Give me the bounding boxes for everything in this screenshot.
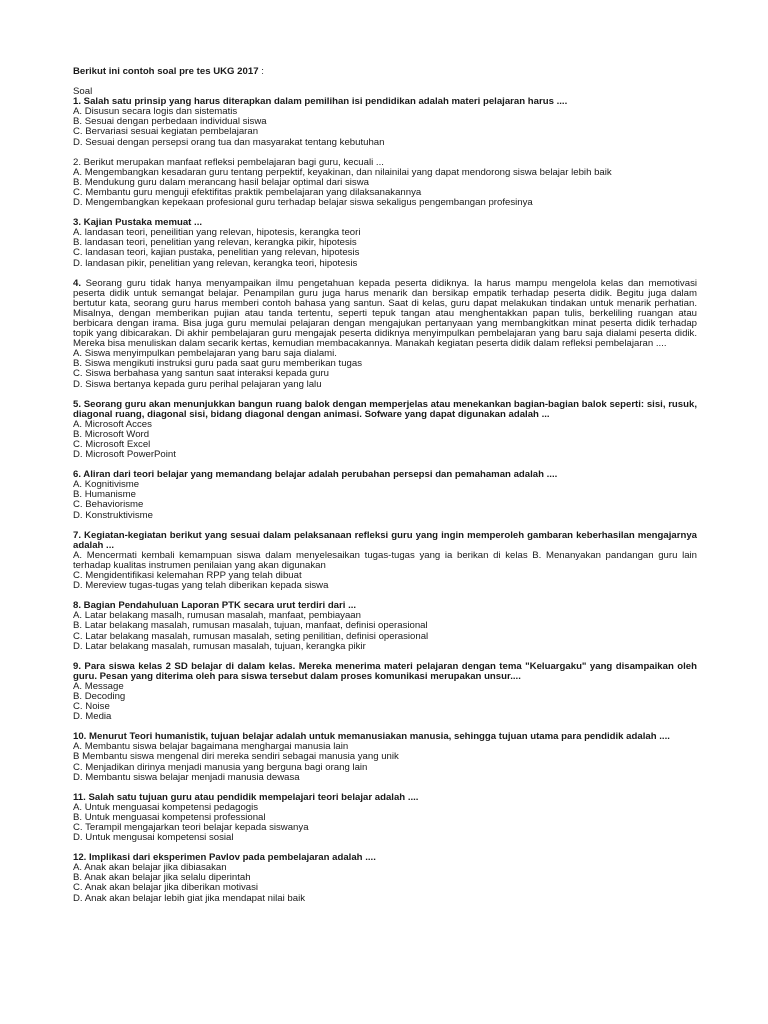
option-d: D. Microsoft PowerPoint xyxy=(73,449,176,461)
question-3 xyxy=(73,218,697,268)
intro-colon: : xyxy=(258,66,264,77)
question-text: 6. Aliran dari teori belajar yang memandang belajar adalah perubahan persepsi dan pemahaman adalah .... xyxy=(73,469,558,481)
option-b: B. Decoding xyxy=(73,690,126,702)
option-d: D. Siswa bertanya kepada guru perihal pelajaran yang lalu xyxy=(73,378,322,390)
question-body: Seorang guru tidak hanya menyampaikan ilmu pengetahuan kepada peserta didiknya. Ia harus mampu mengelola kelas dan memotivasi peserta didik untuk semangat belajar. Penampilan guru juga harus menarik dan bersikap empatik terhadap peserta didik. Begitu juga dalam bertutur kata, seorang guru harus memberi contoh bahasa yang santun. Saat di kelas, guru dapat melakukan tindakan untuk menarik perhatian. Misalnya, dengan memberikan pujian atau tanda tertentu, seperti tepuk tangan atau menghentakkan papan tulis, berkeliling ruangan atau berbicara dengan irama. Bisa juga guru memulai pelajaran dengan mengajukan pertanyaan yang membangkitkan minat peserta didik terhadap topik yang dibicarakan. Di akhir pembelajaran guru mengajak peserta didiknya menyimpulkan pembelajaran yang baru saja dialami peserta didik. Mereka bisa menuliskan dalam secarik kertas, kemudian membacakannya. Manakah kegiatan peserta didik dalam refleksi pembelajaran .... xyxy=(73,277,697,350)
option-d: D. Mereview tugas-tugas yang telah diberikan kepada siswa xyxy=(73,580,329,592)
option-a: A. Mencermati kembali kemampuan siswa dalam menyelesaikan tugas-tugas yang ia berikan di kelas B. Menanyakan pandangan guru lain terhadap kualitas instrumen penilaian yang akan digunakan xyxy=(73,549,697,571)
option-c: C. Mengidentifikasi kelemahan RPP yang telah dibuat xyxy=(73,570,302,582)
question-4 xyxy=(73,279,697,390)
option-c: C. Menjadikan dirinya menjadi manusia yang berguna bagi orang lain xyxy=(73,761,368,773)
option-c: C. Latar belakang masalah, rumusan masalah, seting penilitian, definisi operasional xyxy=(73,630,429,642)
option-a: A. Untuk menguasai kompetensi pedagogis xyxy=(73,801,259,813)
option-d: D. Membantu siswa belajar menjadi manusia dewasa xyxy=(73,771,300,783)
question-2 xyxy=(73,158,697,208)
question-text: 11. Salah satu tujuan guru atau pendidik mempelajari teori belajar adalah .... xyxy=(73,791,419,803)
option-a: A. landasan teori, peneilitian yang relevan, hipotesis, kerangka teori xyxy=(73,227,361,239)
option-b: B. Sesuai dengan perbedaan individual siswa xyxy=(73,116,267,128)
question-8 xyxy=(73,601,697,651)
option-c: C. Membantu guru menguji efektifitas praktik pembelajaran yang dilaksanakannya xyxy=(73,186,422,198)
question-11 xyxy=(73,793,697,843)
option-b: B. Latar belakang masalah, rumusan masalah, tujuan, manfaat, definisi operasional xyxy=(73,620,428,632)
question-7 xyxy=(73,531,697,592)
question-6 xyxy=(73,470,697,520)
option-d: D. Media xyxy=(73,711,112,723)
option-d: D. Mengembangkan kepekaan profesional guru terhadap belajar siswa sekaligus pengembangan profesinya xyxy=(73,197,533,209)
intro-title: Berikut ini contoh soal pre tes UKG 2017 xyxy=(73,66,259,77)
option-c: C. Microsoft Excel xyxy=(73,439,151,450)
question-text: 2. Berikut merupakan manfaat refleksi pembelajaran bagi guru, kecuali ... xyxy=(73,156,384,168)
option-b: B. landasan teori, penelitian yang relevan, kerangka pikir, hipotesis xyxy=(73,237,357,249)
option-b: B. Anak akan belajar jika selalu diperintah xyxy=(73,872,251,884)
question-text xyxy=(73,279,697,350)
option-d: D. Latar belakang masalah, rumusan masalah, tujuan, kerangka pikir xyxy=(73,640,366,652)
question-text: 9. Para siswa kelas 2 SD belajar di dalam kelas. Mereka menerima materi pelajaran dengan tema "Keluargaku" yang disampaikan oleh guru. Pesan yang diterima oleh para siswa tersebut dalam proses komunikasi merupakan unsur.... xyxy=(73,660,697,682)
option-d: D. Konstruktivisme xyxy=(73,509,153,521)
option-c: C. Bervariasi sesuai kegiatan pembelajaran xyxy=(73,126,259,138)
option-b: B. Siswa mengikuti instruksi guru pada saat guru memberikan tugas xyxy=(73,358,363,370)
option-d: D. Anak akan belajar lebih giat jika mendapat nilai baik xyxy=(73,892,305,904)
question-text: 12. Implikasi dari eksperimen Pavlov pada pembelajaran adalah .... xyxy=(73,852,376,864)
question-text: 3. Kajian Pustaka memuat ... xyxy=(73,217,203,229)
option-a: A. Microsoft Acces xyxy=(73,418,152,430)
option-a: A. Mengembangkan kesadaran guru tentang perpektif, keyakinan, dan nilainilai yang dapat mendorong siswa belajar lebih baik xyxy=(73,166,612,178)
option-c: C. landasan teori, kajian pustaka, penelitian yang relevan, hipotesis xyxy=(73,247,360,259)
question-5 xyxy=(73,400,697,461)
option-a: A. Siswa menyimpulkan pembelajaran yang baru saja dialami. xyxy=(73,348,337,360)
question-10 xyxy=(73,732,697,782)
option-c: C. Noise xyxy=(73,701,110,713)
option-b: B. Untuk menguasai kompetensi professional xyxy=(73,811,266,823)
option-b: B Membantu siswa mengenal diri mereka sendiri sebagai manusia yang unik xyxy=(73,751,399,763)
question-text: 7. Kegiatan-kegiatan berikut yang sesuai dalam pelaksanaan refleksi guru yang ingin memperoleh gambaran keberhasilan mengajarnya adalah ... xyxy=(73,529,697,551)
option-b: B. Humanisme xyxy=(73,489,136,501)
question-text: 8. Bagian Pendahuluan Laporan PTK secara urut terdiri dari ... xyxy=(73,600,357,612)
option-b: B. Microsoft Word xyxy=(73,428,150,440)
option-c: C. Siswa berbahasa yang santun saat interaksi kepada guru xyxy=(73,368,329,380)
option-a: A. Latar belakang masalh, rumusan masalah, manfaat, pembiayaan xyxy=(73,610,361,622)
option-c: C. Terampil mengajarkan teori belajar kepada siswanya xyxy=(73,822,309,833)
question-12 xyxy=(73,853,697,903)
question-9 xyxy=(73,662,697,723)
option-d: D. Untuk mengusai kompetensi sosial xyxy=(73,832,234,844)
option-a: A. Message xyxy=(73,680,124,692)
question-text: 5. Seorang guru akan menunjukkan bangun ruang balok dengan memperjelas atau menekankan bagian-bagian balok seperti: sisi, rusuk, diagonal ruang, diagonal sisi, bidang diagonal dengan animasi. Sofware yang dapat digunakan adalah ... xyxy=(73,398,697,420)
document-page xyxy=(73,67,697,904)
soal-label: Soal xyxy=(73,86,93,98)
option-d: D. Sesuai dengan persepsi orang tua dan masyarakat tentang kebutuhan xyxy=(73,136,385,148)
option-d: D. landasan pikir, penelitian yang relevan, kerangka teori, hipotesis xyxy=(73,257,358,269)
question-text: 1. Salah satu prinsip yang harus diterapkan dalam pemilihan isi pendidikan adalah materi pelajaran harus .... xyxy=(73,96,568,108)
option-a: A. Anak akan belajar jika dibiasakan xyxy=(73,862,227,874)
document-intro xyxy=(73,67,697,77)
option-a: A. Disusun secara logis dan sistematis xyxy=(73,106,238,118)
option-a: A. Membantu siswa belajar bagaimana menghargai manusia lain xyxy=(73,741,349,753)
question-text: 10. Menurut Teori humanistik, tujuan belajar adalah untuk memanusiakan manusia, sehingga tujuan utama para pendidik adalah .... xyxy=(73,731,670,743)
question-number: 4. xyxy=(73,277,82,289)
question-1 xyxy=(73,97,697,147)
option-a: A. Kognitivisme xyxy=(73,479,140,491)
option-c: C. Anak akan belajar jika diberikan motivasi xyxy=(73,882,259,894)
option-b: B. Mendukung guru dalam merancang hasil belajar optimal dari siswa xyxy=(73,176,369,188)
option-c: C. Behaviorisme xyxy=(73,499,144,511)
